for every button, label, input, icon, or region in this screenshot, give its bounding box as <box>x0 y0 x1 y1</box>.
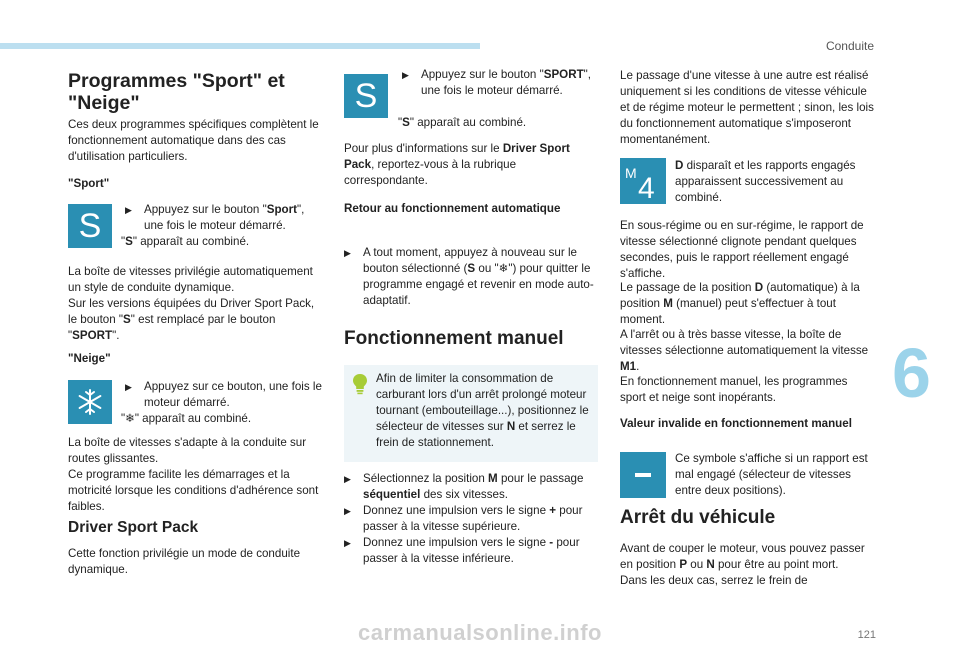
bullet-arrow-icon: ▶ <box>125 382 132 392</box>
gear-change-text: Le passage d'une vitesse à une autre est réalisé uniquement si les conditions de vitesse véhicule et de régime moteur le permettent ; sinon, les lois du fonctionnement automatique s'imposeront momentanément. <box>620 69 874 146</box>
sport-heading: "Sport" <box>68 177 110 190</box>
arret-text: Avant de couper le moteur, vous pouvez passer en position P ou N pour être au point mort. <box>620 542 865 571</box>
snowflake-button-icon <box>68 380 112 424</box>
invalide-text: Ce symbole s'affiche si un rapport est mal engagé (sélecteur de vitesses entre deux positions). <box>675 452 868 497</box>
dsp-reference-text: Pour plus d'informations sur le Driver Sport Pack, reportez-vous à la rubrique correspondante. <box>344 142 570 187</box>
sport-button-icon-2 <box>344 74 388 118</box>
regime-text: En sous-régime ou en sur-régime, le rapport de vitesse sélectionné clignote pendant quelques secondes, puis le rapport réellement engagé s'affiche. <box>620 219 864 280</box>
neige-heading: "Neige" <box>68 352 111 365</box>
manuel-heading: Fonctionnement manuel <box>344 328 564 349</box>
sport-button-icon <box>68 204 112 248</box>
m4-indicator-icon <box>620 158 666 204</box>
info-note-box <box>344 365 598 462</box>
sport-combined-text: "S" apparaît au combiné. <box>121 235 250 248</box>
sport-bullet-2: ▶ Appuyez sur le bouton "SPORT", une fois le moteur démarré. <box>402 68 592 97</box>
chapter-number: 6 <box>892 334 931 412</box>
sport-bullet: ▶ Appuyez sur le bouton "Sport", une fois le moteur démarré. <box>125 203 305 232</box>
arret-text-2: Dans les deux cas, serrez le frein de <box>620 574 808 587</box>
lightbulb-icon <box>352 373 368 395</box>
sport-combined-text-2: "S" apparaît au combiné. <box>398 116 527 129</box>
bullet-arrow-icon: ▶ <box>344 538 351 548</box>
gear-m4-icon <box>623 161 663 201</box>
letter-s-icon: S <box>78 207 102 245</box>
invalid-gear-icon <box>620 452 666 498</box>
invalide-heading: Valeur invalide en fonctionnement manuel <box>620 417 852 430</box>
minus-icon <box>635 473 651 477</box>
svg-text:4: 4 <box>638 172 655 201</box>
bullet-arrow-icon: ▶ <box>344 248 351 258</box>
dsp-text: Cette fonction privilégie un mode de conduite dynamique. <box>68 547 301 576</box>
page-title: Programmes "Sport" et "Neige" <box>68 70 285 114</box>
snowflake-icon <box>75 387 105 417</box>
neige-bullet: ▶ Appuyez sur ce bouton, une fois le moteur démarré. <box>125 380 322 409</box>
column-1 <box>68 70 326 114</box>
svg-text:M: M <box>625 165 637 181</box>
sport-desc-1: La boîte de vitesses privilégie automatiquement un style de conduite dynamique. <box>68 265 313 294</box>
manuel-bullet-1: ▶ Sélectionnez la position M pour le passage séquentiel des six vitesses. <box>344 472 584 501</box>
sport-desc-2: Sur les versions équipées du Driver Sport Pack, le bouton "S" est remplacé par le bouton "SPORT". <box>68 297 315 342</box>
bullet-arrow-icon: ▶ <box>125 205 132 215</box>
intro-text: Ces deux programmes spécifiques complètent le fonctionnement automatique dans des cas d'utilisation particuliers. <box>68 118 319 163</box>
arret-heading: Arrêt du véhicule <box>620 507 776 528</box>
watermark: carmanualsonline.info <box>358 620 602 645</box>
manuel-bullet-3: ▶ Donnez une impulsion vers le signe - pour passer à la vitesse inférieure. <box>344 536 580 565</box>
retour-heading: Retour au fonctionnement automatique <box>344 202 561 215</box>
neige-desc-2: Ce programme facilite les démarrages et la motricité lorsque les conditions d'adhérence sont faibles. <box>68 468 319 513</box>
section-label: Conduite <box>825 39 874 53</box>
info-note-text: Afin de limiter la consommation de carburant lors d'un arrêt prolongé moteur tournant (embouteillage...), positionnez le sélecteur de vitesses sur N et serrez le frein de stationnement. <box>376 372 589 449</box>
bullet-arrow-icon: ▶ <box>402 70 409 80</box>
bullet-arrow-icon: ▶ <box>344 474 351 484</box>
retour-bullet: ▶ A tout moment, appuyez à nouveau sur le bouton sélectionné (S ou "❄") pour quitter le programme engagé et revenir en mode auto-adaptatif. <box>344 246 594 307</box>
page-number: 121 <box>857 629 876 641</box>
neige-combined-text: "❄" apparaît au combiné. <box>121 412 252 425</box>
manuel-bullet-2: ▶ Donnez une impulsion vers le signe + pour passer à la vitesse supérieure. <box>344 504 583 533</box>
low-speed-text: A l'arrêt ou à très basse vitesse, la boîte de vitesses sélectionne automatiquement la vitesse M1. <box>620 328 869 373</box>
header-accent-bar <box>0 43 480 49</box>
dsp-heading: Driver Sport Pack <box>68 519 199 536</box>
bullet-arrow-icon: ▶ <box>344 506 351 516</box>
neige-desc-1: La boîte de vitesses s'adapte à la conduite sur routes glissantes. <box>68 436 307 465</box>
d-to-m-text: Le passage de la position D (automatique) à la position M (manuel) peut s'effectuer à tout moment. <box>620 281 860 326</box>
letter-s-icon: S <box>354 77 378 115</box>
manual-programs-text: En fonctionnement manuel, les programmes sport et neige sont inopérants. <box>620 375 848 404</box>
m4-text: D disparaît et les rapports engagés apparaissent successivement au combiné. <box>675 159 856 204</box>
